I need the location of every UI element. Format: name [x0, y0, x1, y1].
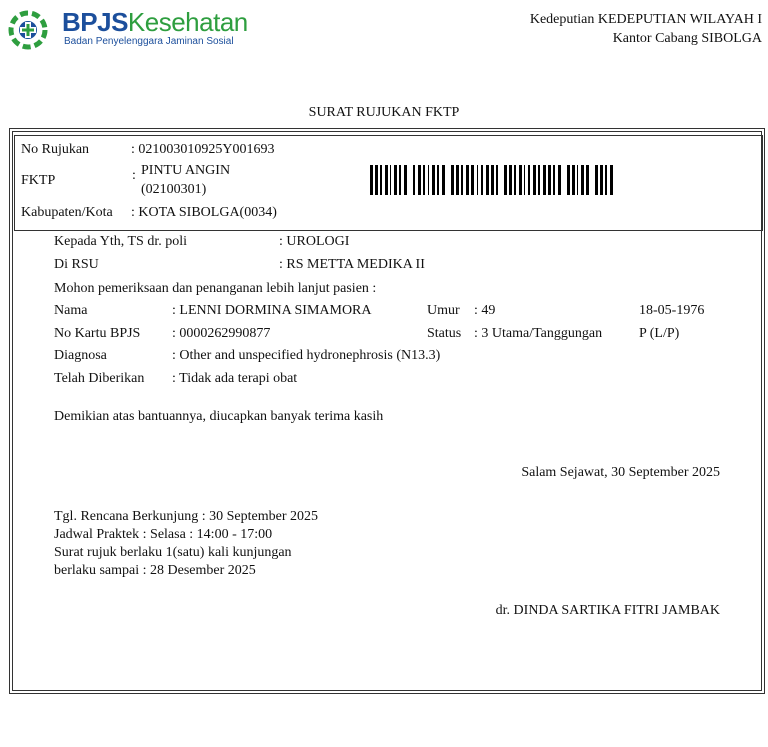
salam-text: Salam Sejawat, 30 September 2025	[521, 465, 720, 480]
terapi-label: Telah Diberikan	[54, 371, 145, 386]
barcode-bar	[509, 165, 512, 195]
fktp-code: (02100301)	[141, 182, 207, 197]
barcode-bar	[418, 165, 421, 195]
no-rujukan-value: : 021003010925Y001693	[131, 142, 275, 157]
barcode-bar	[491, 165, 494, 195]
logo-wordmark	[62, 8, 248, 36]
barcode-bar	[385, 165, 388, 195]
barcode-bar	[456, 165, 459, 195]
rsu-label: Di RSU	[54, 257, 99, 272]
barcode-bar	[442, 165, 445, 195]
barcode-bar	[577, 165, 578, 195]
barcode-bar	[471, 165, 474, 195]
barcode-bar	[394, 165, 397, 195]
schedule-practice: Jadwal Praktek : Selasa : 14:00 - 17:00	[54, 527, 273, 542]
barcode-bar	[519, 165, 522, 195]
fktp-colon: :	[132, 168, 136, 183]
no-rujukan-label: No Rujukan	[21, 142, 90, 157]
barcode-bar	[423, 165, 425, 195]
diagnosa-label: Diagnosa	[54, 348, 107, 363]
barcode-bar	[595, 165, 598, 195]
schedule-validity: Surat rujuk berlaku 1(satu) kali kunjungan	[54, 545, 292, 560]
barcode-bar	[380, 165, 382, 195]
barcode-bar	[572, 165, 575, 195]
logo-brand-bpjs: BPJS	[62, 7, 128, 37]
schedule-expiry: berlaku sampai : 28 Desember 2025	[54, 563, 256, 578]
barcode-bar	[451, 165, 454, 195]
office-header	[530, 10, 762, 48]
nama-label: Nama	[54, 303, 88, 318]
barcode-bar	[543, 165, 546, 195]
schedule-block	[54, 508, 318, 580]
barcode-bar	[610, 165, 613, 195]
kepada-label: Kepada Yth, TS dr. poli	[54, 234, 187, 249]
barcode-bar	[548, 165, 551, 195]
fktp-name: PINTU ANGIN	[141, 163, 231, 178]
kartu-label: No Kartu BPJS	[54, 326, 141, 341]
bpjs-emblem-icon	[8, 10, 48, 50]
fktp-label: FKTP	[21, 173, 56, 188]
document-title: SURAT RUJUKAN FKTP	[308, 105, 460, 120]
bpjs-logo	[8, 8, 248, 50]
barcode-bar	[586, 165, 589, 195]
barcode-bar	[528, 165, 530, 195]
barcode-bar	[477, 165, 478, 195]
barcode-bar	[437, 165, 439, 195]
status-label: Status	[427, 326, 462, 341]
barcode-bar	[524, 165, 525, 195]
barcode-bar	[533, 165, 536, 195]
header-deputy: Kedeputian KEDEPUTIAN WILAYAH I	[529, 12, 762, 27]
barcode-bar	[432, 165, 435, 195]
logo-brand-kesehatan: Kesehatan	[127, 7, 248, 37]
logo-subtitle: Badan Penyelenggara Jaminan Sosial	[64, 36, 234, 47]
barcode-bar	[600, 165, 603, 195]
umur-label: Umur	[427, 303, 460, 318]
birth-date: 18-05-1976	[639, 303, 705, 318]
diagnosa-value: : Other and unspecified hydronephrosis (N13.3)	[172, 348, 441, 363]
umur-value: : 49	[474, 303, 496, 318]
kabupaten-label: Kabupaten/Kota	[21, 205, 113, 220]
rsu-value: : RS METTA MEDIKA II	[279, 257, 425, 272]
barcode-bar	[567, 165, 570, 195]
barcode-bar	[370, 165, 373, 195]
header-branch: Kantor Cabang SIBOLGA	[612, 31, 762, 46]
barcode-bar	[496, 165, 498, 195]
kartu-value: : 0000262990877	[172, 326, 271, 341]
status-value: : 3 Utama/Tanggungan	[474, 326, 603, 341]
barcode-bar	[428, 165, 429, 195]
barcode-bar	[481, 165, 483, 195]
intro-text: Mohon pemeriksaan dan penanganan lebih lanjut pasien :	[54, 281, 377, 296]
kepada-value: : UROLOGI	[279, 234, 350, 249]
barcode-bar	[558, 165, 561, 195]
schedule-visit-date: Tgl. Rencana Berkunjung : 30 September 2025	[54, 509, 318, 524]
barcode-bar	[538, 165, 540, 195]
nama-value: : LENNI DORMINA SIMAMORA	[172, 303, 372, 318]
terapi-value: : Tidak ada terapi obat	[172, 371, 298, 386]
barcode-bar	[413, 165, 415, 195]
barcode-bar	[581, 165, 584, 195]
barcode-bar	[504, 165, 507, 195]
barcode-bar	[461, 165, 463, 195]
barcode-bar	[486, 165, 489, 195]
barcode-bar	[466, 165, 469, 195]
barcode-bar	[605, 165, 607, 195]
barcode-bar	[514, 165, 516, 195]
kabupaten-value: : KOTA SIBOLGA(0034)	[131, 205, 277, 220]
barcode-bar	[553, 165, 555, 195]
barcode-bar	[390, 165, 391, 195]
closing-text: Demikian atas bantuannya, diucapkan banyak terima kasih	[54, 409, 384, 424]
barcode-bar	[375, 165, 378, 195]
barcode-bar	[399, 165, 401, 195]
doctor-signature-name: dr. DINDA SARTIKA FITRI JAMBAK	[495, 603, 720, 618]
barcode-bar	[404, 165, 407, 195]
sex-value: P (L/P)	[639, 326, 680, 341]
barcode-image	[370, 165, 710, 195]
